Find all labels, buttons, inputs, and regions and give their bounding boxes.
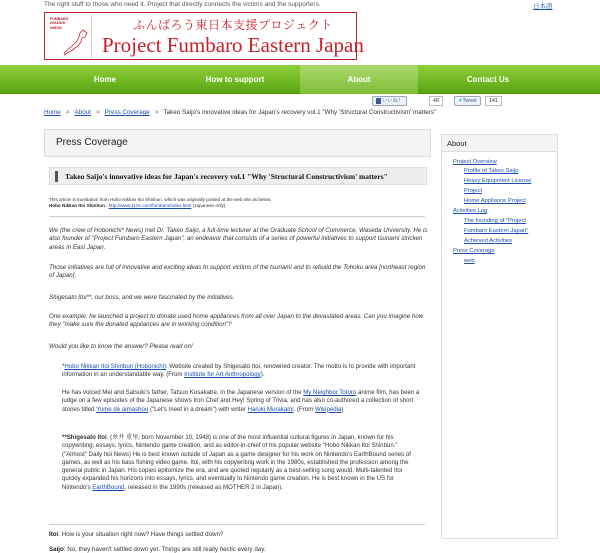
footnote-marker: **Shigesato Itoi (62, 434, 107, 441)
nav-how-to-support[interactable]: How to support (205, 75, 265, 84)
breadcrumb-home[interactable]: Home (44, 109, 61, 116)
tweet-count: 141 (485, 96, 502, 106)
institute-art-anthropology-link[interactable]: Institute for Art Anthropology (184, 371, 261, 379)
haruki-murakami-link[interactable]: Haruki Murakami (247, 405, 294, 413)
map-text-line: HIGASHI (50, 21, 65, 26)
footnote-itoi-career (62, 389, 422, 414)
like-count: 48 (429, 96, 443, 106)
nav-home[interactable]: Home (93, 75, 117, 84)
speaker-name: Saijo (49, 546, 64, 553)
sidebar-link-activities-log[interactable]: Activities Log (453, 208, 488, 214)
sidebar-title: About (447, 139, 467, 148)
japanese-language-link[interactable]: 日本語 (533, 3, 553, 10)
dialogue-line (49, 531, 223, 538)
footnote-text: ) (341, 405, 344, 413)
japan-map-icon (63, 29, 89, 57)
sidebar-link-heavy-equipment[interactable]: Heavy Equipment License (464, 178, 532, 184)
dialogue-line (49, 546, 266, 553)
footnote-end: ). (260, 371, 265, 379)
initiatives-paragraph: Those initiatives are full of innovative and exciting ideas to support victims of the tsunami and to rebuild the Tohoku area [northeast region of Japan]. (49, 264, 426, 280)
sidebar-link-profile-takeo-saijo[interactable]: Profile of Takeo Saijo (464, 168, 519, 174)
source-name: Hobo Nikkan Itoi Shinbun (49, 203, 105, 208)
translation-note: This article is translation from Hobo Nikkan Itoi Shinbun, which was originally posted at the web site as below. Hobo Nikkan Itoi Shinbun : http://www.1101.com/fumbaro/index.html (Japanese only) (49, 197, 272, 208)
fascination-paragraph: Shigesato Itoi**, our boss, and we were fascinated by the initiatives. (49, 294, 235, 301)
site-logo[interactable] (44, 12, 364, 60)
tweet-button[interactable] (454, 96, 481, 106)
site-tagline: The right stuff to those who need it. Project that directly connects the victims and the supporters. (44, 1, 321, 8)
nav-about[interactable]: About (300, 65, 418, 94)
yume-de-aimashou-link[interactable]: Yume de aimashou (96, 405, 149, 413)
nav-contact-us[interactable]: Contact Us (466, 75, 510, 84)
breadcrumb-press-coverage[interactable]: Press Coverage (104, 109, 150, 116)
japan-map-emblem (47, 15, 92, 58)
facebook-like-button[interactable] (372, 96, 407, 106)
divider (49, 216, 425, 217)
sidebar-link-home-appliance[interactable]: Home Appliance Project (464, 198, 526, 204)
speaker-name: Itoi (49, 531, 59, 538)
footnote-hobonichi (62, 363, 422, 380)
map-text-line: NIHON (50, 25, 62, 30)
intro-paragraph: We (the crew of Hobonichi* News) met Dr. Takeo Saijo, a full-time lecturer at the Graduate School of Commerce, Waseda University. He is also founder of "Project Fumbaro Eastern Japan", an endeavor that consists of a series of powerful initiatives to support tsunami stricken areas in East Japan. (49, 227, 428, 251)
main-navigation (0, 65, 600, 94)
tweet-label: Tweet (462, 98, 477, 104)
footnote-text: . (From (293, 405, 315, 413)
example-paragraph: One example: he launched a project to donate used home appliances from all over Japan to the devastated areas. Can you imagine how they "make sure the donated appliances are in working condition"? (49, 313, 424, 329)
dialogue-text: : No, they haven't settled down yet. Things are still really hectic every day. (63, 546, 266, 553)
article-title-box (49, 167, 427, 185)
logo-japanese-title: ふんばろう東日本支援プロジェクト (133, 18, 333, 32)
footnote-text: : (糸井 重里, born November 10, 1948) is one of the most influential cultural figures in Japan, known for his copywriting, essays, lyrics, Nintendo game creation, and as editor-in-chief of his popular website "Hobo Nikkan Itoi Shinbun." ("Almost" Daily Itoi News) He is best known outside of Japan as a game designer for his work on Nintendo's EarthBound series of games, as well as his bass fishing video game. Itoi, with his copywriting work in the 1980s, established the profession among the general public in Japan. His copies epitomize the era, and are quoted regularly as a best-selling song would. Multi-talented Itoi quickly expanded his horizons into essays, lyrics, and eventually to Nintendo game creation. He is best known in the US for Nintendo's (62, 434, 411, 491)
sidebar-link-web[interactable]: web (464, 258, 475, 264)
divider (49, 524, 425, 525)
sidebar-link-founding[interactable]: The founding of "Project (464, 218, 526, 224)
logo-english-title: Project Fumbaro Eastern Japan (102, 33, 364, 57)
footnote-text: He has voiced Mei and Satsuki's father, Tatsuo Kusakabe, in the Japanese version of the (62, 389, 304, 396)
footnote-shigesato-itoi (62, 434, 422, 492)
footnote-marker: * (62, 363, 65, 370)
hobonichi-link[interactable]: Hobo Nikkan Itoi Shinbun (Hobonichi) (64, 363, 166, 370)
sidebar-header (442, 135, 557, 152)
sidebar-link-press-coverage[interactable]: Press Coverage (453, 248, 495, 254)
about-sidebar (441, 134, 558, 539)
footnote-text: ("Let's meet in a dream") with writer (148, 405, 248, 413)
read-on-paragraph: Would you like to know the answer? Please read on! (49, 343, 193, 350)
map-text-line: FUMBARO (50, 17, 69, 21)
section-header (44, 129, 431, 157)
footnote-text: anime film, has been a judge on a few episodes of the Japanese shows Iron Chef and Hey! Spring of Trivia, and has also co-authored a collection of short stories titled (62, 389, 420, 413)
earthbound-link[interactable]: EarthBound (92, 483, 125, 491)
source-language: (Japanese only) (192, 203, 226, 208)
wikipedia-link[interactable]: Wikipedia (314, 405, 342, 413)
sidebar-link-achieved-activities[interactable]: Achieved Activities (464, 238, 513, 244)
sidebar-link-project[interactable]: Project (464, 188, 483, 194)
footnote-text: : Website created by Shigesato Itoi, renowned creator. The motto is to provide with important information in an understandable way. (From (62, 363, 416, 379)
totoro-link[interactable]: My Neighbor Totoro (303, 389, 357, 396)
translation-note-text: This article is translation from Hobo Nikkan Itoi Shinbun, which was originally posted at the web site as below. (49, 197, 272, 202)
source-url-link[interactable]: http://www.1101.com/fumbaro/index.html (108, 203, 192, 208)
footnote-end: , released in the 1990s (released as MOTHER 2 in Japan). (124, 483, 284, 491)
breadcrumb-separator: > (95, 109, 100, 116)
breadcrumb-separator: > (65, 109, 70, 116)
facebook-icon (376, 98, 381, 104)
twitter-icon: ✦ (458, 98, 463, 104)
breadcrumb (44, 109, 436, 116)
sidebar-link-founding-cont[interactable]: Fumbaro Eastern Japan" (464, 228, 529, 234)
breadcrumb-current: Takeo Saijo's innovative ideas for Japan's recovery vol.1 "Why 'Structural Constructivism' matters" (163, 109, 437, 116)
title-marker-bar (55, 171, 58, 182)
article-title: Takeo Saijo's innovative ideas for Japan's recovery vol.1 "Why 'Structural Constructivism' matters" (65, 172, 388, 181)
sidebar-link-project-overview[interactable]: Project Overview (453, 159, 497, 165)
breadcrumb-separator: > (154, 109, 159, 116)
breadcrumb-about[interactable]: About (74, 109, 91, 116)
dialogue-text: : How is your situation right now? Have things settled down? (58, 531, 224, 538)
section-title: Press Coverage (56, 137, 128, 148)
like-label: いいね！ (382, 98, 404, 104)
